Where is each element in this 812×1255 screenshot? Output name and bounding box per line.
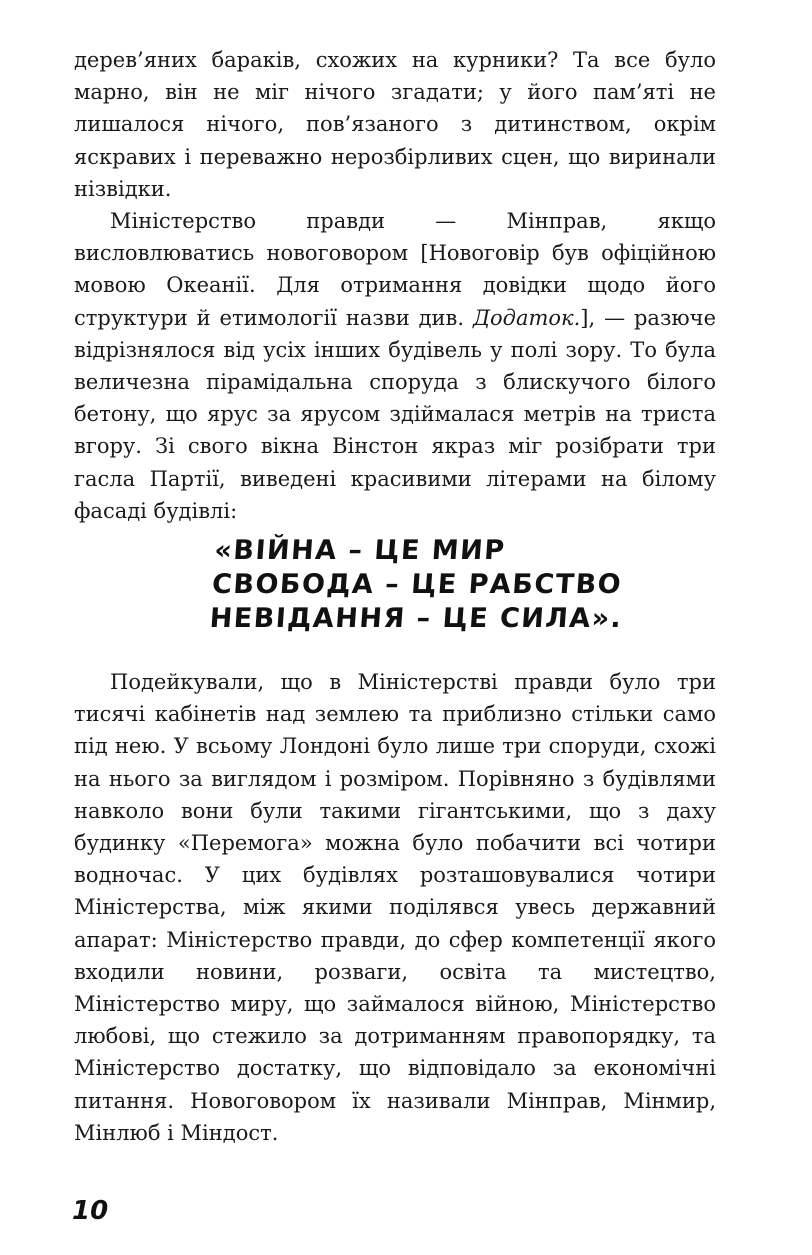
paragraph-1: дерев’яних бараків, схожих на курники? Та все було марно, він не міг нічого згадати; у його пам’яті не лишалося нічого, пов’язаного з дитинством, окрім яскравих і переважно нерозбірливих сцен, що виринали нізвідки. bbox=[74, 48, 716, 201]
text-block-bottom bbox=[74, 666, 716, 1149]
text-block-top bbox=[74, 44, 716, 527]
paragraph-2-after: ], — разюче відрізнялося від усіх інших будівель у полі зору. То була величезна пірамідальна споруда з блискучого білого бетону, що ярус за ярусом здіймалася метрів на триста вгору. Зі свого вікна Вінстон якраз міг розібрати три гасла Партії, виведені красивими літерами на білому фасаді будівлі: bbox=[74, 305, 716, 523]
paragraph-2-italic: Додаток. bbox=[472, 305, 581, 330]
slogan-line-1: «ВІЙНА – ЦЕ МИР bbox=[213, 535, 507, 566]
party-slogans bbox=[208, 534, 628, 636]
paragraph-3: Подейкували, що в Міністерстві правди було три тисячі кабінетів над землею та приблизно стільки само під нею. У всьому Лондоні було лише три споруди, схожі на нього за виглядом і розміром. Порівняно з будівлями навколо вони були такими гігантськими, що з даху будинку «Перемога» можна було побачити всі чотири водночас. У цих будівлях розташовувалися чотири Міністерства, між якими поділявся увесь державний апарат: Міністерство правди, до сфер компетенції якого входили новини, розваги, освіта та мистецтво, Міністерство миру, що займалося війною, Міністерство любові, що стежило за дотриманням правопорядку, та Міністерство достатку, що відповідало за економічні питання. Новоговором їх називали Мінправ, Мінмир, Мінлюб і Міндост. bbox=[74, 670, 716, 1145]
page-number: 10 bbox=[72, 1196, 109, 1226]
paragraph-2-before: Міністерство правди — Мінправ, якщо висловлюватись новоговором [Новоговір був офіційною мовою Океанії. Для отримання довідки щодо його структури й етимології назви див. bbox=[74, 209, 716, 330]
paragraph-2 bbox=[74, 205, 716, 527]
slogan-line-2: СВОБОДА – ЦЕ РАБСТВО bbox=[210, 569, 624, 600]
slogan-line-3: НЕВІДАННЯ – ЦЕ СИЛА». bbox=[208, 603, 624, 634]
